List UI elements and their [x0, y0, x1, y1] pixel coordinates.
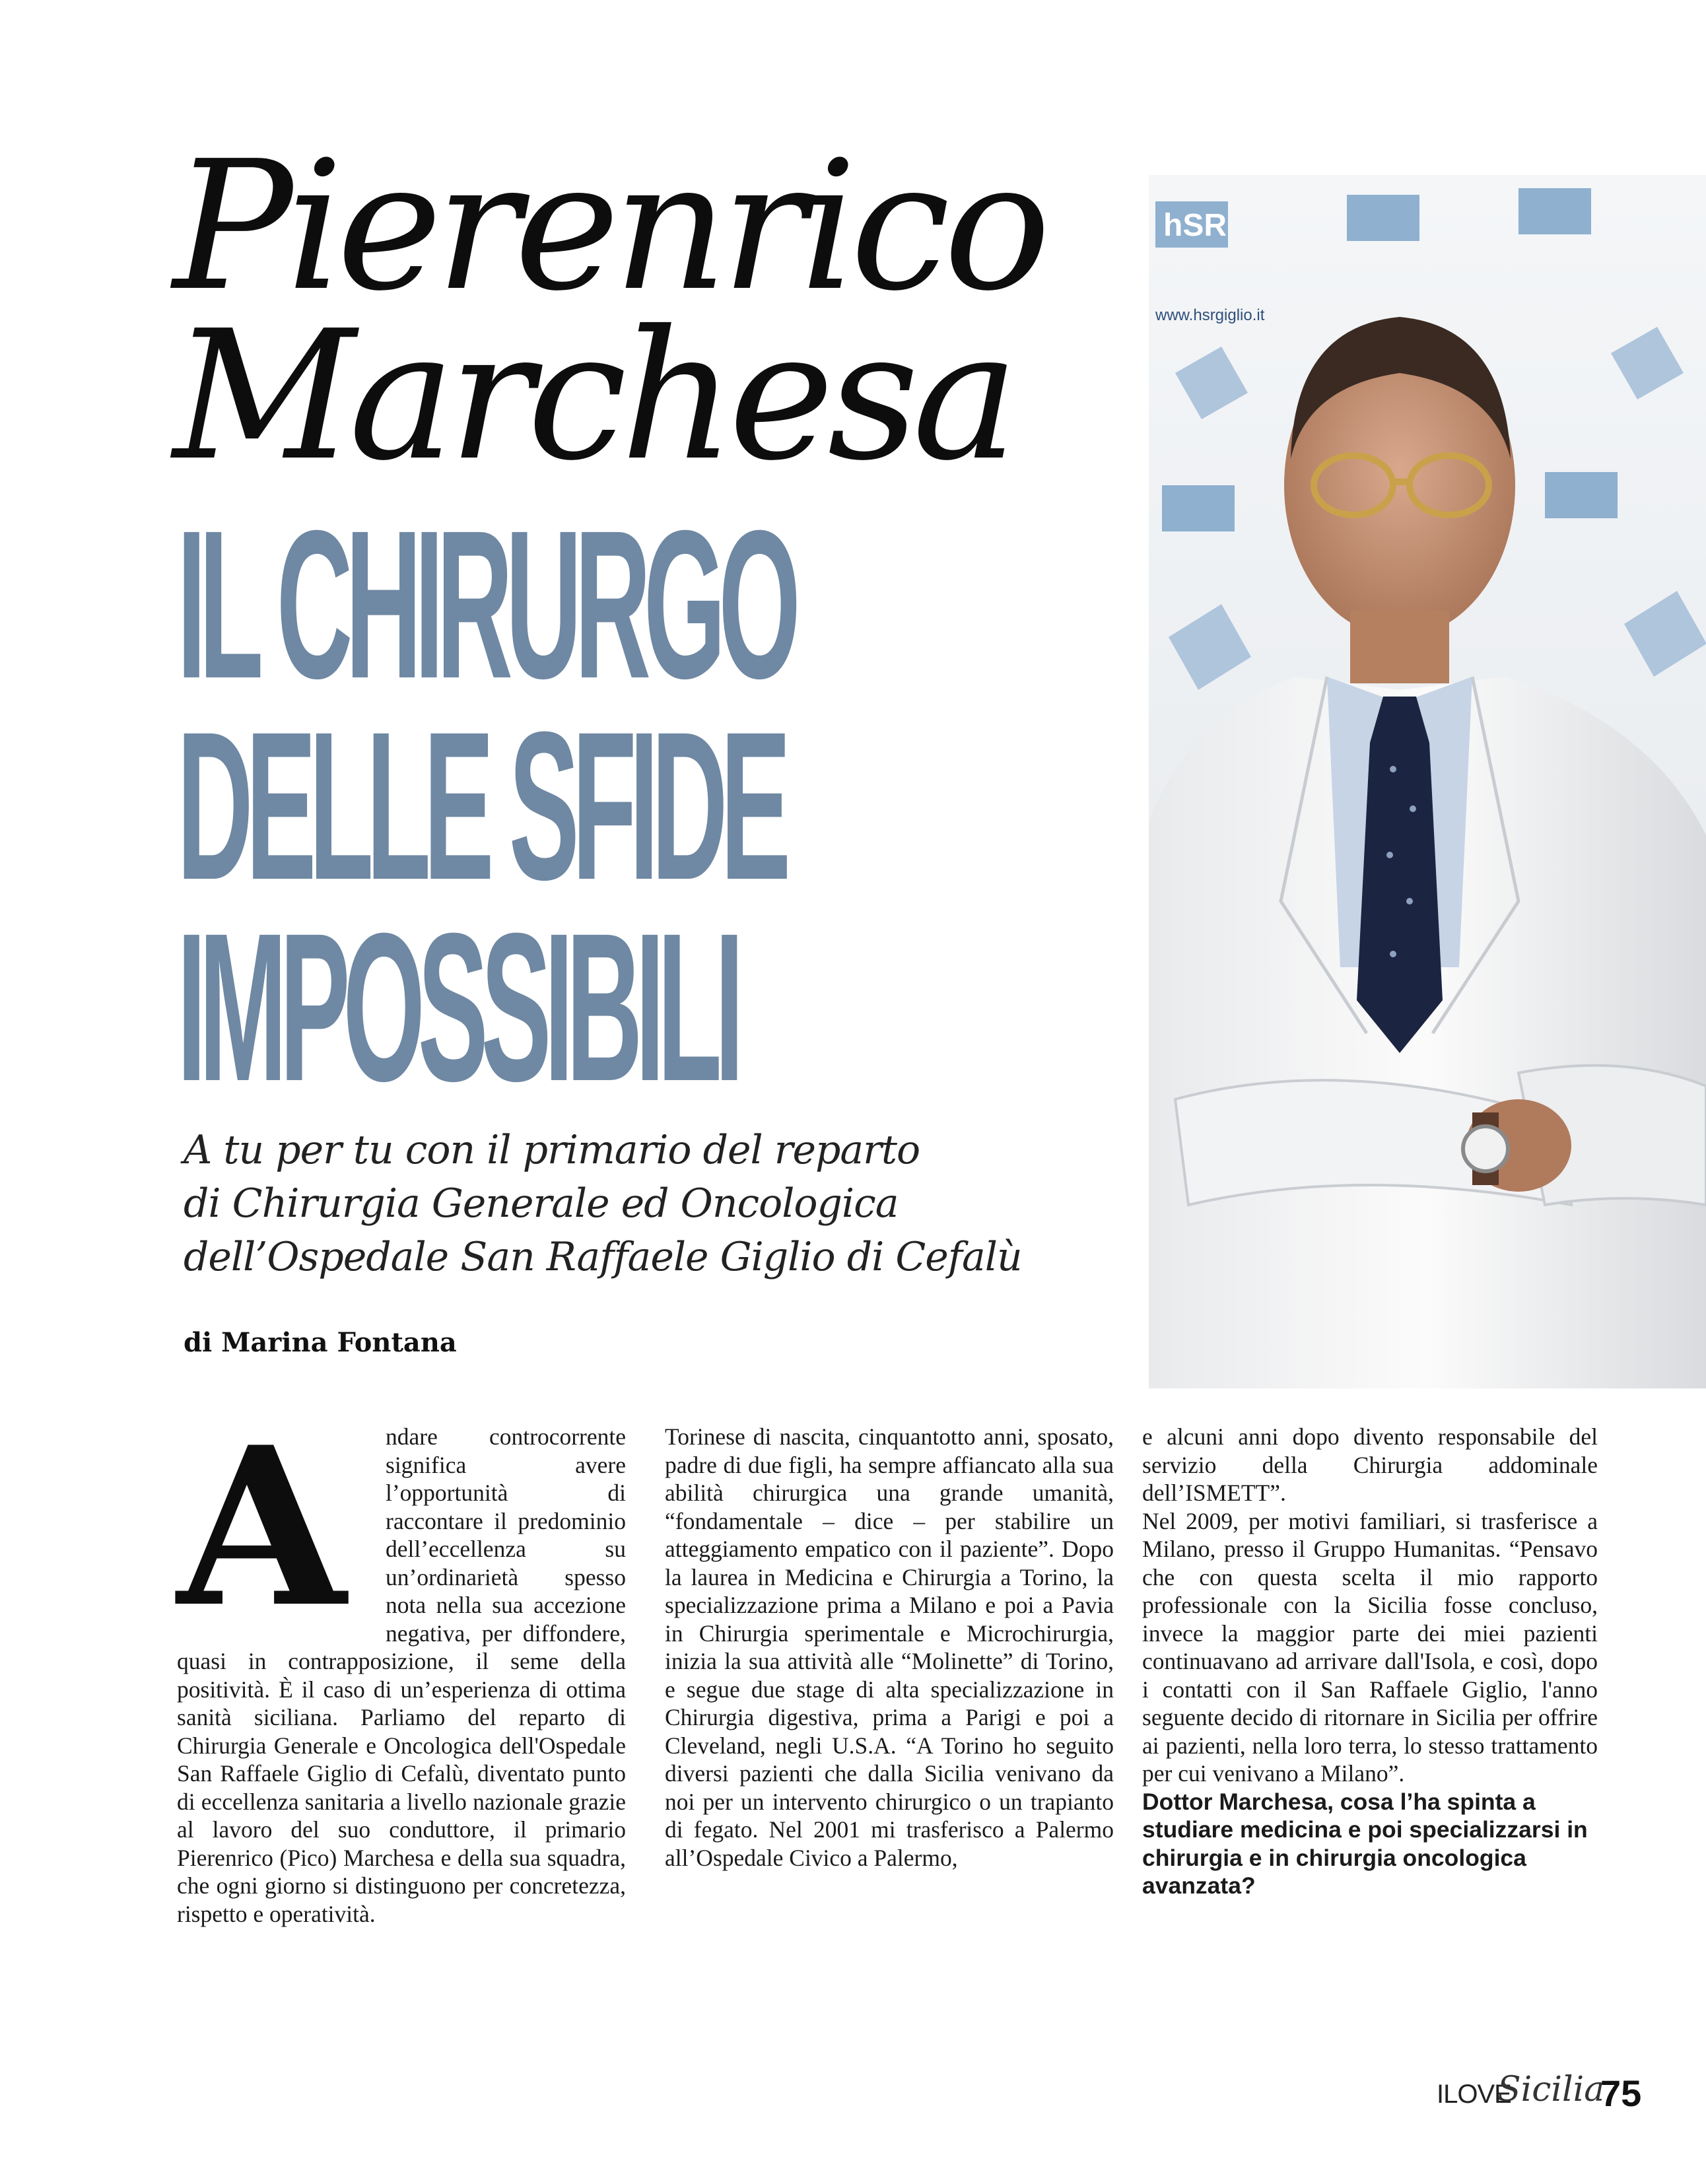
- headline-line-3: IMPOSSIBILI: [177, 889, 737, 1125]
- dropcap: A: [177, 1399, 347, 1655]
- column-3: [1142, 1423, 1598, 1900]
- name-line-2: Marchesa: [173, 292, 1012, 500]
- subtitle-line-3: dell’Ospedale San Raffaele Giglio di Cefalù: [184, 1234, 1022, 1280]
- name-line-1: Pierenrico: [173, 122, 1044, 330]
- wall-logo-text: hSR: [1163, 208, 1227, 243]
- interview-question: Dottor Marchesa, cosa l’ha spinta a studiare medicina e poi specializzarsi in chirurgia e in chirurgia oncologica avanzata?: [1142, 1788, 1588, 1899]
- footer-brand-script: Sicilia: [1497, 2070, 1605, 2109]
- column-2: [665, 1423, 1114, 1872]
- column-1-text: ndare controcorrente significa avere l’opportunità di raccontare il predominio dell’eccellenza su un’ordinarietà spesso nota nella sua accezione negativa, per diffondere, quasi in contrapposizione, il seme della positività. È il caso di un’esperienza di ottima sanità siciliana. Parliamo del reparto di Chirurgia Generale e Oncologica dell'Ospedale San Raffaele Giglio di Cefalù, diventato punto di eccellenza sanitaria a livello nazionale grazie al lavoro del suo conduttore, il primario Pierenrico (Pico) Marchesa e della sua squadra, che ogni giorno si distinguono per concretezza, rispetto e operatività.: [177, 1423, 626, 1927]
- column-3-paragraph-2: Nel 2009, per motivi familiari, si trasferisce a Milano, presso il Gruppo Humanitas. “Pensavo che con questa scelta il mio rapporto professionale con la Sicilia fosse concluso, invece la maggior parte dei miei pazienti continuavano ad arrivare dall'Isola, e così, dopo i contatti con il San Raffaele Giglio, l'anno seguente decido di ritornare in Sicilia per offrire ai pazienti, nella loro terra, lo stesso trattamento per cui venivano a Milano”.: [1142, 1507, 1598, 1787]
- page-number: 75: [1600, 2072, 1642, 2114]
- headline-line-1: IL CHIRURGO: [177, 486, 794, 722]
- wall-url-text: www.hsrgiglio.it: [1155, 306, 1265, 324]
- column-1: [177, 1399, 626, 1928]
- portrait-photo: [1149, 175, 1706, 1388]
- footer-brand: ILOVE: [1437, 2080, 1511, 2109]
- column-2-text: Torinese di nascita, cinquantotto anni, sposato, padre di due figli, ha sempre affiancato alla sua abilità chirurgica una grande umanità, “fondamentale – dice – per stabilire un atteggiamento empatico con il paziente”. Dopo la laurea in Medicina e Chirurgia a Torino, la specializzazione prima a Milano e poi a Pavia in Chirurgia sperimentale e Microchirurgia, inizia la sua attività alle “Molinette” di Torino, e segue due stage di alta specializzazione in Chirurgia digestiva, prima a Parigi e poi a Cleveland, negli U.S.A. “A Torino ho seguito diversi pazienti che dalla Sicilia venivano da noi per un intervento chirurgico o un trapianto di fegato. Nel 2001 mi trasferisco a Palermo all’Ospedale Civico a Palermo,: [665, 1423, 1114, 1871]
- byline: di Marina Fontana: [184, 1327, 457, 1358]
- subtitle-line-1: A tu per tu con il primario del reparto: [184, 1127, 920, 1173]
- headline-line-2: DELLE SFIDE: [177, 687, 784, 924]
- column-3-paragraph-1: e alcuni anni dopo divento responsabile del servizio della Chirurgia addominale dell’ISMETT”.: [1142, 1423, 1598, 1506]
- subtitle-line-2: di Chirurgia Generale ed Oncologica: [184, 1180, 899, 1227]
